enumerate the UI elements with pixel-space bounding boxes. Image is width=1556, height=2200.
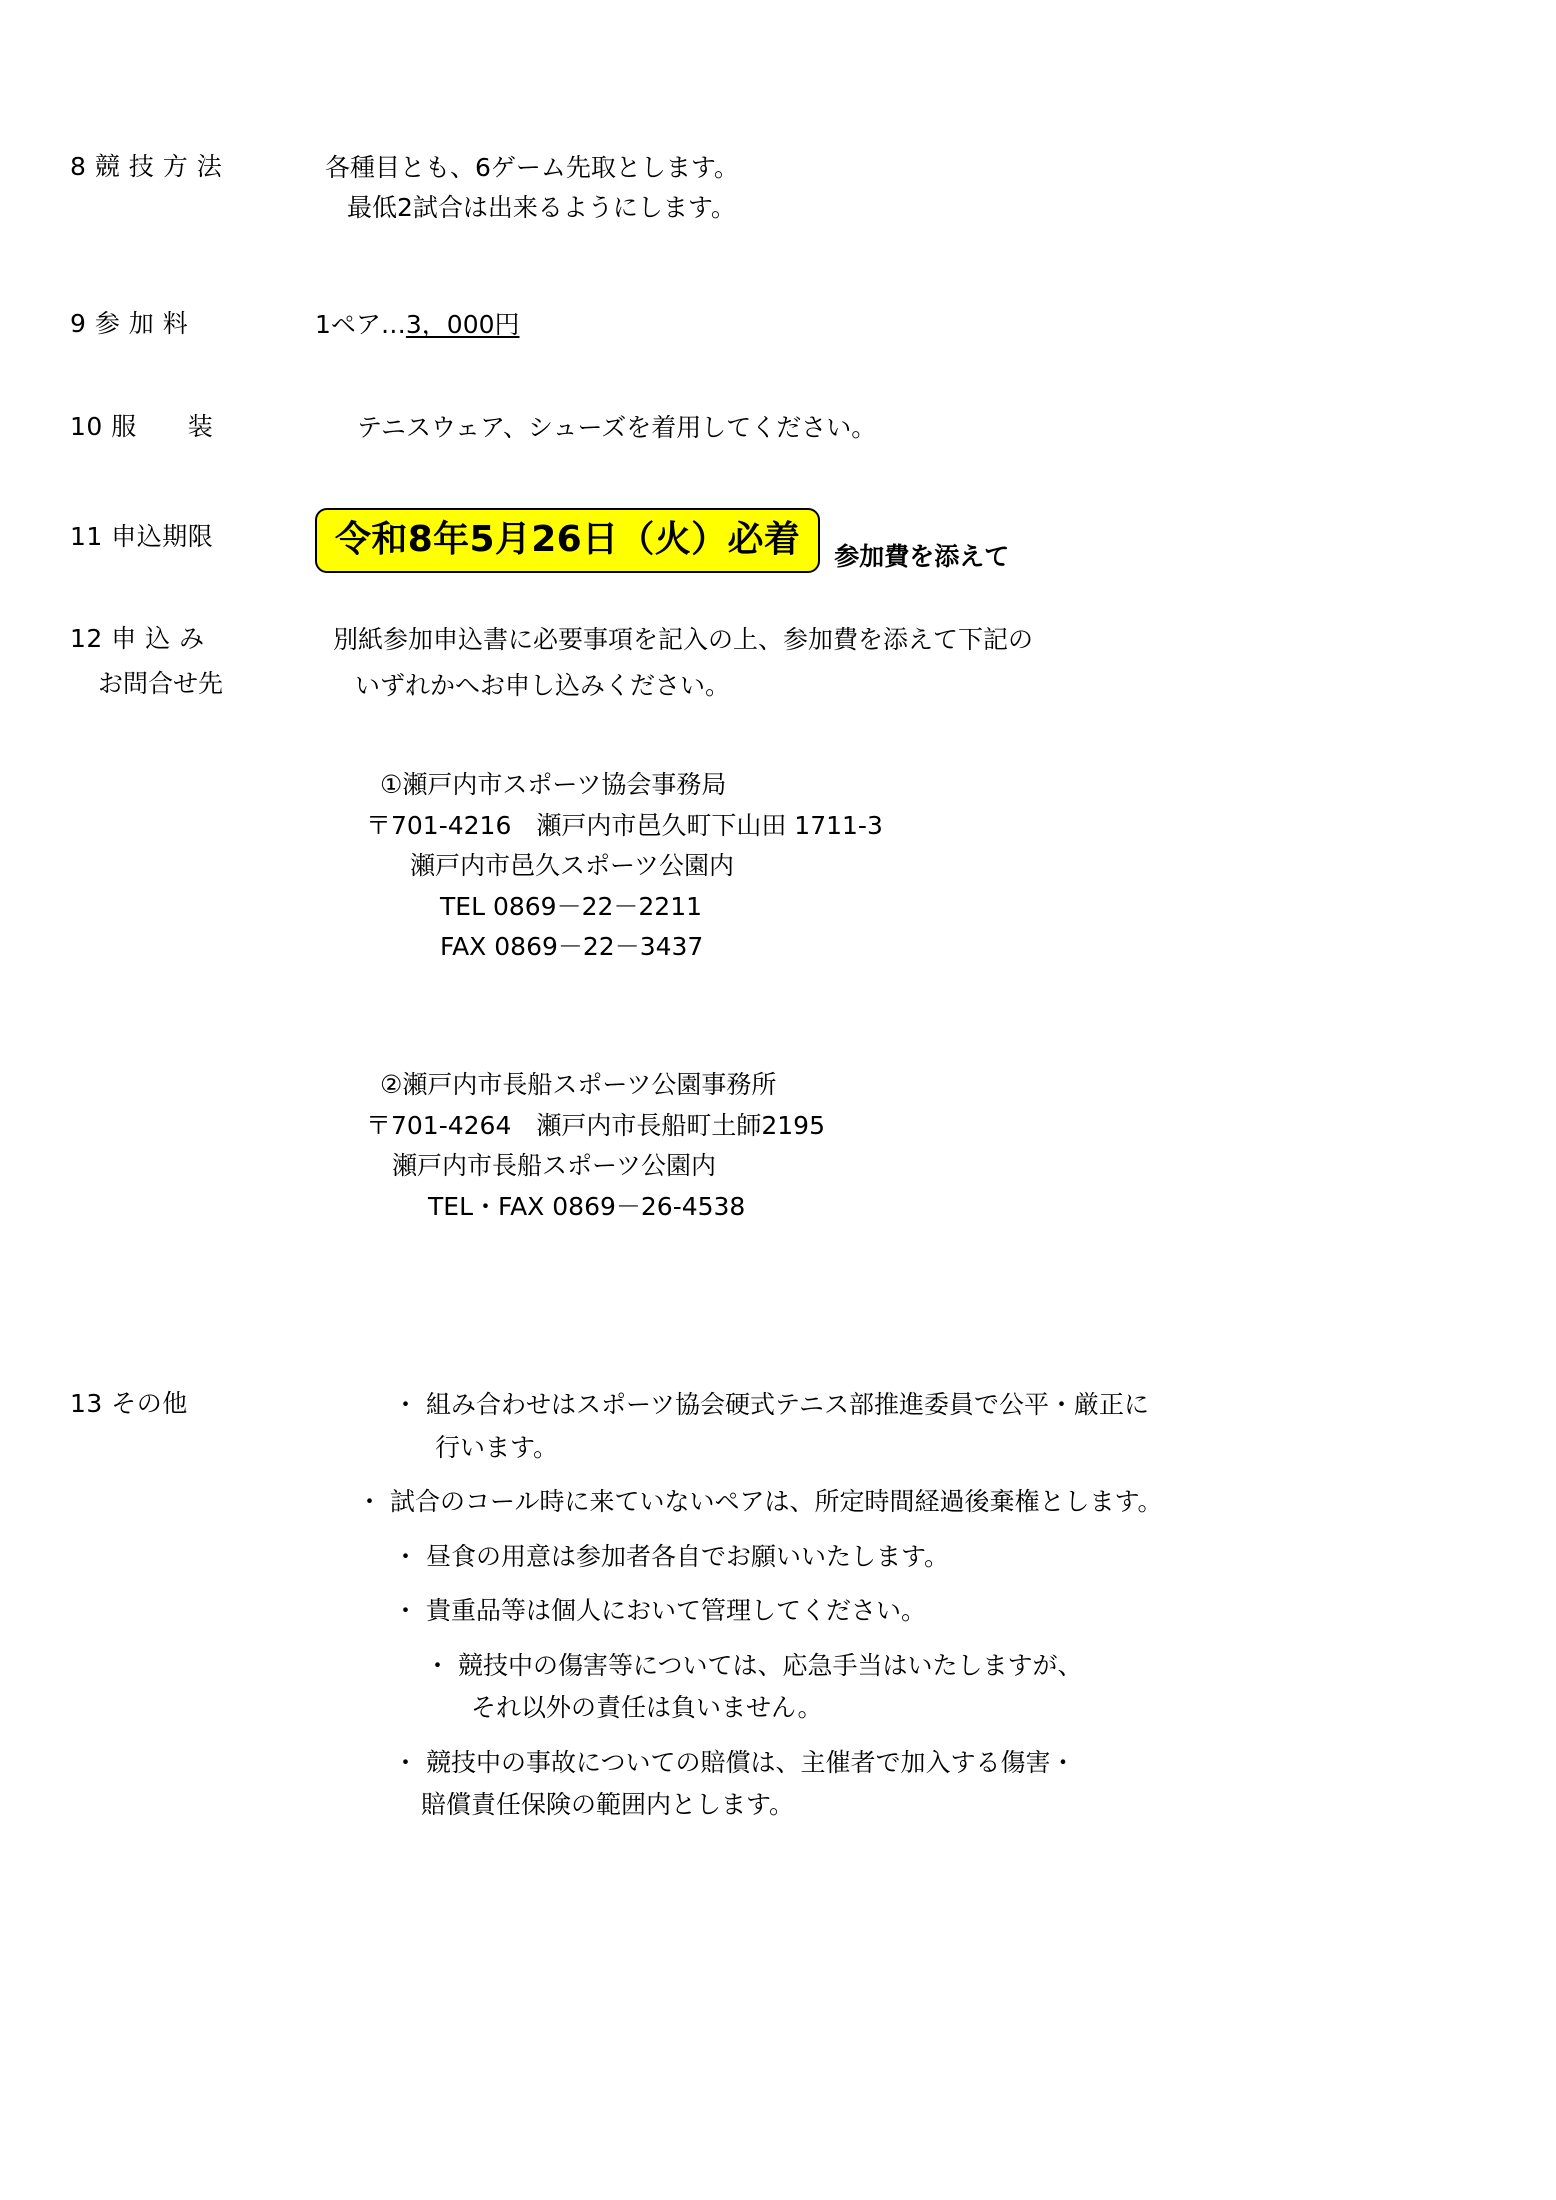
item13-note-1b: 行います。 [435, 1432, 559, 1462]
item8-label: 8 競 技 方 法 [70, 152, 223, 181]
section-application-deadline [70, 508, 1009, 573]
item11-label: 11 申込期限 [70, 522, 214, 551]
item12-line-1: 別紙参加申込書に必要事項を記入の上、参加費を添えて下記の [333, 625, 1034, 654]
section-attire [70, 408, 876, 448]
contact1-address: 〒701-4216 瀬戸内市邑久町下山田 1711-3 [366, 810, 883, 840]
item13-note-4: ・ 貴重品等は個人において管理してください。 [393, 1596, 926, 1625]
item13-label: 13 その他 [70, 1389, 188, 1418]
item12-body [315, 620, 1033, 706]
contact1-tel: TEL 0869－22－2211 [440, 891, 702, 921]
contact-block-1 [366, 765, 883, 968]
section-other-notes [70, 1385, 1162, 1826]
item13-note-1: ・ 組み合わせはスポーツ協会硬式テニス部推進委員で公平・厳正に [393, 1390, 1149, 1419]
item10-body [357, 408, 876, 448]
item9-amount: 3，000円 [405, 310, 520, 339]
item13-body [305, 1385, 1162, 1826]
contact2-telfax: TEL・FAX 0869－26-4538 [428, 1191, 746, 1221]
item13-note-3: ・ 昼食の用意は参加者各自でお願いいたします。 [393, 1541, 949, 1571]
contact2-address: 〒701-4264 瀬戸内市長船町土師2195 [366, 1110, 825, 1140]
item8-line-1: 各種目とも、6ゲーム先取とします。 [325, 153, 739, 182]
contact2-name: ②瀬戸内市長船スポーツ公園事務所 [380, 1070, 777, 1099]
item9-fee-line [315, 305, 520, 345]
item12-line-2: いずれかへお申し込みください。 [355, 671, 731, 700]
item8-line-2: 最低2試合は出来るようにします。 [347, 193, 736, 222]
item12-label: 12 申 込 み [70, 624, 205, 653]
contact-block-2 [366, 1065, 825, 1227]
item10-line-1: テニスウェア、シューズを着用してください。 [357, 413, 877, 442]
item12-label-sub: お問合せ先 [98, 668, 224, 698]
section-application-contact [70, 620, 1033, 706]
item13-note-6b: 賠償責任保険の範囲内とします。 [421, 1790, 795, 1819]
contact1-fax: FAX 0869－22－3437 [440, 932, 704, 961]
item13-note-5b: それ以外の責任は負いません。 [471, 1693, 823, 1722]
item13-note-2: ・ 試合のコール時に来ていないペアは、所定時間経過後棄権とします。 [357, 1487, 1163, 1516]
item13-note-6: ・ 競技中の事故についての賠償は、主催者で加入する傷害・ [393, 1747, 1076, 1777]
deadline-note: 参加費を添えて [834, 542, 1010, 572]
item8-body [325, 148, 739, 228]
contact1-name: ①瀬戸内市スポーツ協会事務局 [380, 770, 727, 799]
item11-body [315, 508, 1009, 573]
item10-label: 10 服 装 [70, 412, 214, 441]
item9-body [315, 305, 520, 345]
contact1-place: 瀬戸内市邑久スポーツ公園内 [410, 851, 735, 880]
deadline-highlight-box: 令和8年5月26日（火）必着 [315, 508, 820, 573]
item13-note-5: ・ 競技中の傷害等については、応急手当はいたしますが、 [425, 1650, 1083, 1680]
item9-prefix: 1ペア… [315, 310, 406, 339]
item12-label-column [70, 620, 315, 704]
contact2-place: 瀬戸内市長船スポーツ公園内 [392, 1151, 717, 1180]
item9-label: 9 参 加 料 [70, 309, 189, 338]
section-entry-fee [70, 305, 520, 345]
section-competition-method [70, 148, 739, 228]
